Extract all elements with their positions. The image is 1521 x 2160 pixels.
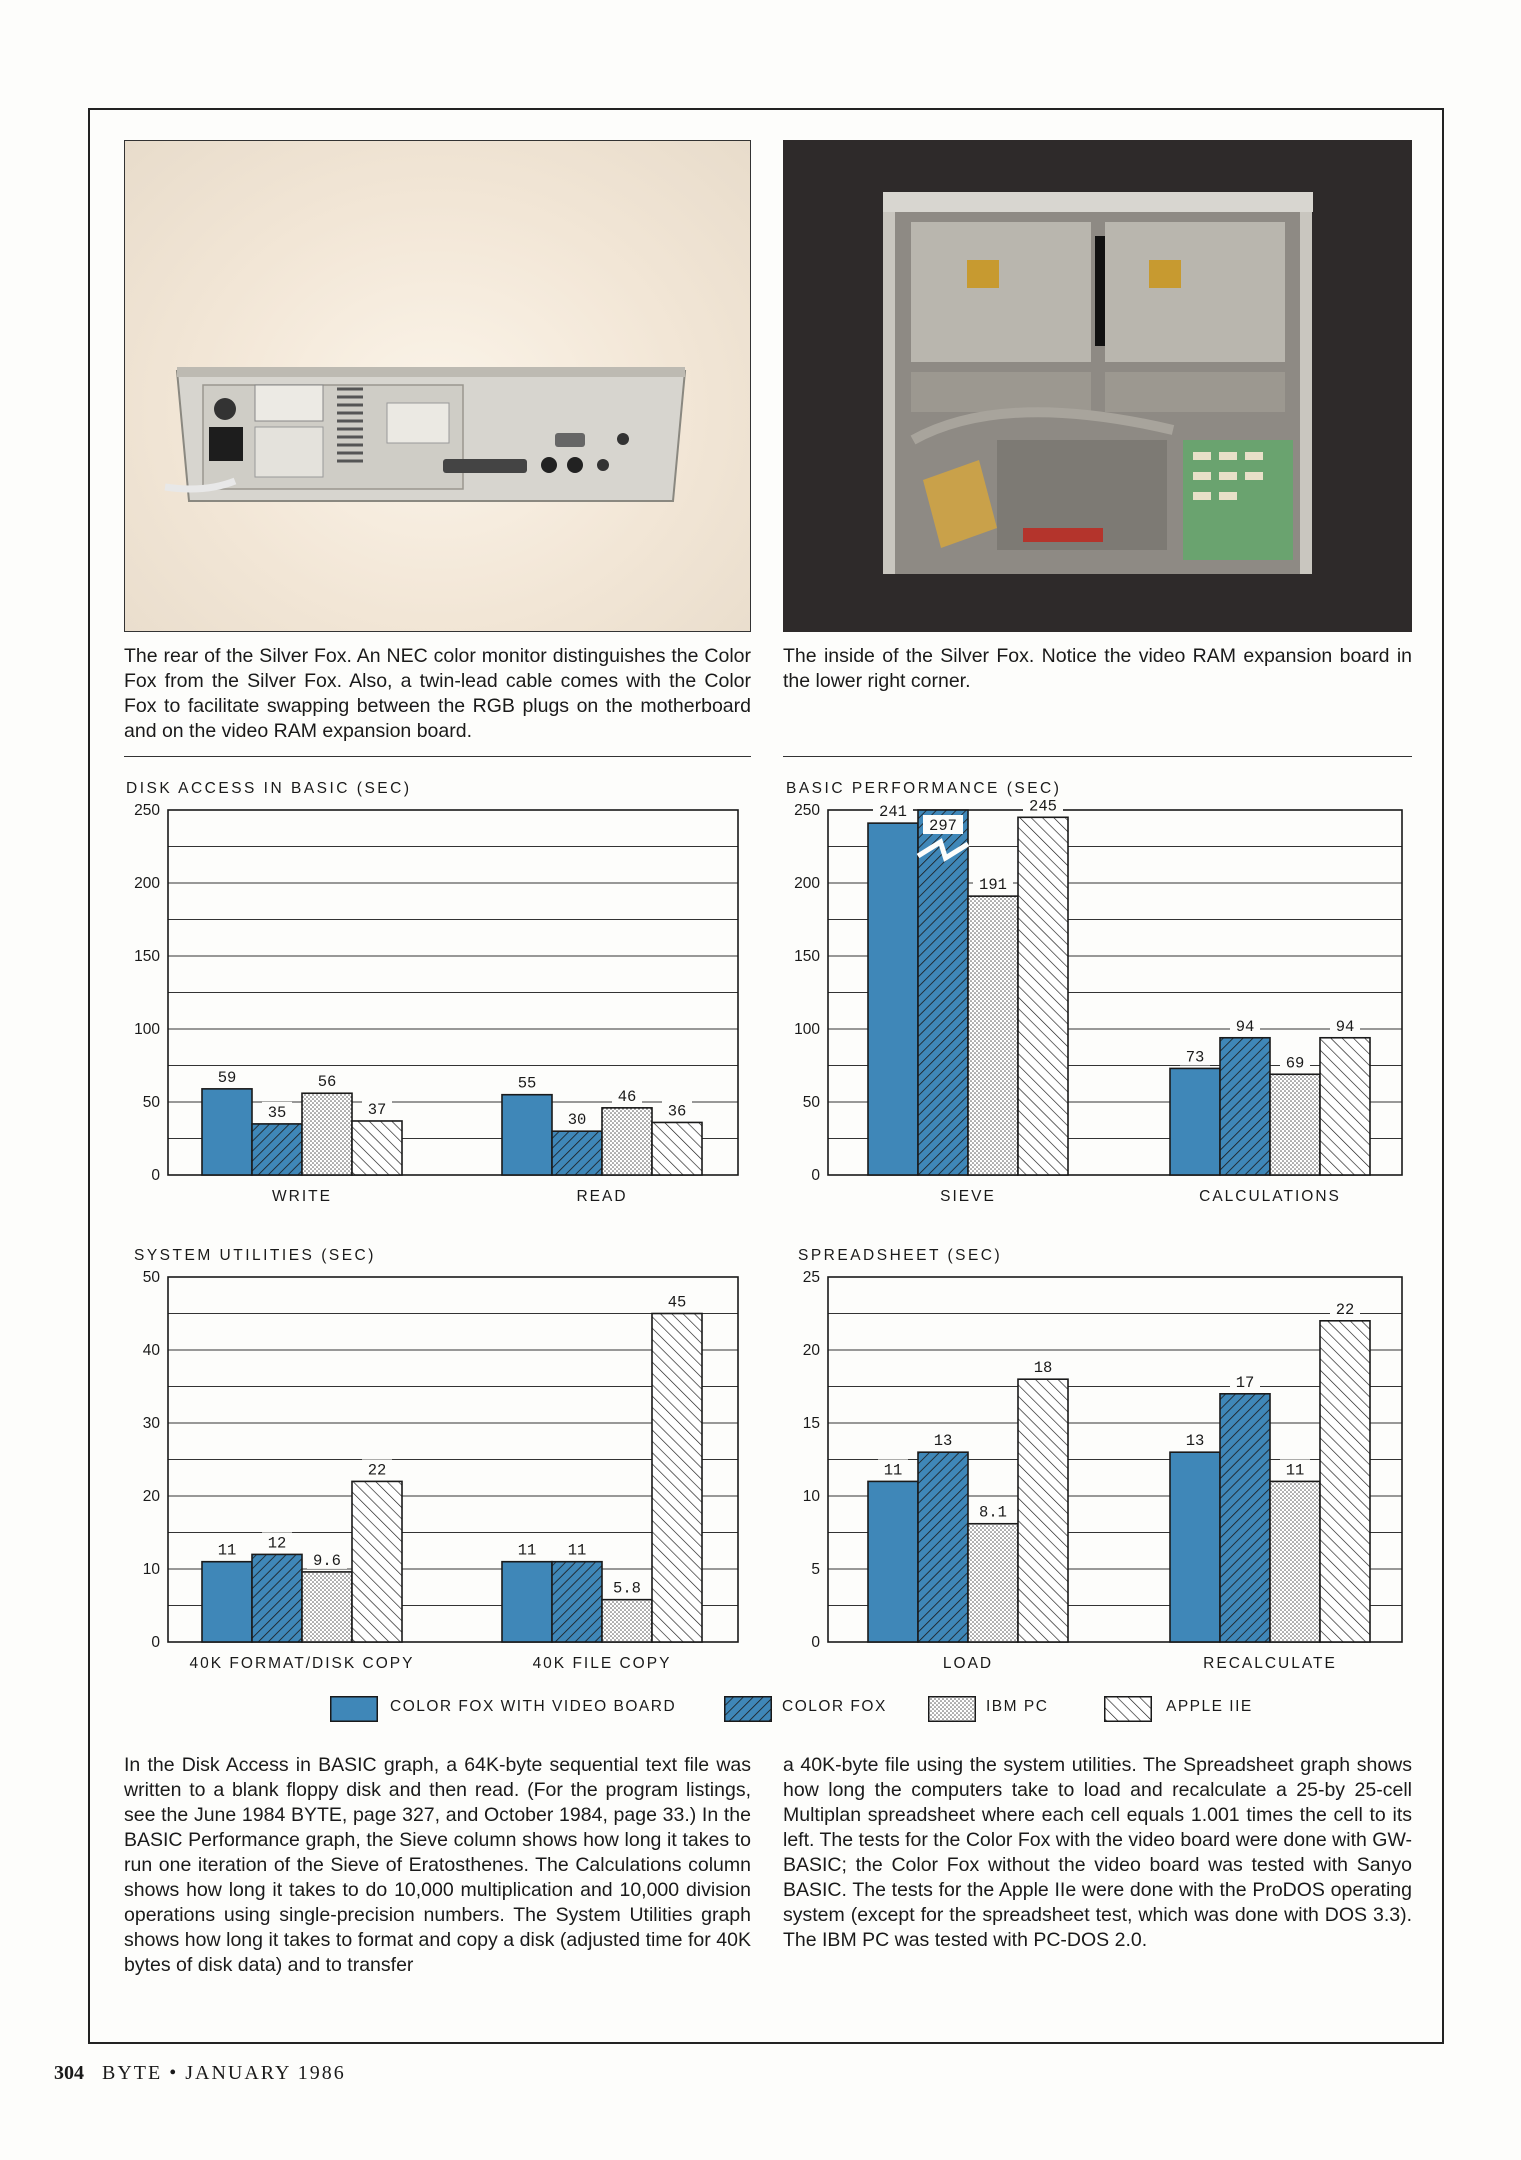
chart-legend	[0, 1696, 1521, 1726]
photo-rear-panel	[124, 140, 751, 632]
data-label: 12	[267, 1534, 287, 1553]
data-label: 36	[667, 1102, 687, 1121]
chart-title: SYSTEM UTILITIES (SEC)	[134, 1247, 376, 1264]
bar-fox_video	[202, 1089, 252, 1175]
bar-ibm	[302, 1093, 352, 1175]
magazine-name: BYTE	[102, 2062, 163, 2084]
bar-fox	[552, 1562, 602, 1642]
y-tick-label: 100	[134, 1021, 160, 1038]
y-tick-label: 10	[802, 1488, 820, 1505]
y-tick-label: 20	[802, 1342, 820, 1359]
data-label: 59	[217, 1068, 237, 1087]
chart-plot	[778, 780, 1418, 1210]
page-number: 304	[54, 2062, 84, 2084]
bar-fox	[1220, 1038, 1270, 1175]
category-label: SIEVE	[940, 1188, 996, 1205]
bar-ibm	[602, 1600, 652, 1642]
category-label: RECALCULATE	[1203, 1655, 1337, 1672]
data-label: 37	[367, 1100, 387, 1119]
bar-fox	[252, 1554, 302, 1642]
data-label: 9.6	[313, 1551, 341, 1570]
bar-apple	[1018, 1379, 1068, 1642]
bar-ibm	[302, 1572, 352, 1642]
data-label: 30	[567, 1111, 587, 1130]
chart-system-utilities	[118, 1247, 754, 1677]
bar-fox_video	[1170, 1068, 1220, 1175]
data-label: 11	[517, 1541, 537, 1560]
y-tick-label: 0	[811, 1167, 820, 1184]
bar-ibm	[1270, 1481, 1320, 1642]
y-tick-label: 50	[142, 1094, 160, 1111]
data-label: 35	[267, 1103, 287, 1122]
y-tick-label: 150	[134, 948, 160, 965]
y-tick-label: 200	[794, 875, 820, 892]
y-tick-label: 10	[142, 1561, 160, 1578]
bar-fox_video	[502, 1562, 552, 1642]
category-label: CALCULATIONS	[1199, 1188, 1341, 1205]
data-label: 73	[1185, 1048, 1205, 1067]
y-tick-label: 30	[142, 1415, 160, 1432]
bar-apple	[352, 1121, 402, 1175]
data-label: 17	[1235, 1373, 1255, 1392]
data-label: 8.1	[979, 1503, 1007, 1522]
data-label: 241	[879, 803, 907, 822]
bar-ibm	[968, 1524, 1018, 1642]
chart-plot	[118, 780, 754, 1210]
data-label: 55	[517, 1074, 537, 1093]
legend-swatch-ibm-pc	[928, 1696, 976, 1722]
bar-apple	[1320, 1321, 1370, 1642]
y-tick-label: 100	[794, 1021, 820, 1038]
body-text-right: a 40K-byte file using the system utilities. The Spreadsheet graph shows how long the computers take to load and recalculate a 25-by 25-cell Multiplan spreadsheet where each cell equals 1.001 times the cell to its left. The tests for the Color Fox with the video board were done with GW-BASIC; the Color Fox without the video board was tested with Sanyo BASIC. The tests for the Apple IIe were done with the ProDOS operating system (except for the spreadsheet test, which was done with DOS 3.3). The IBM PC was tested with PC-DOS 2.0.	[783, 1754, 1412, 1951]
bar-apple	[1018, 817, 1068, 1175]
data-label: 191	[979, 876, 1007, 895]
legend-label-apple-iie: APPLE IIE	[1166, 1698, 1253, 1715]
y-tick-label: 40	[142, 1342, 160, 1359]
y-tick-label: 20	[142, 1488, 160, 1505]
inside-view-illustration	[783, 140, 1412, 632]
legend-swatch-color-fox-video	[330, 1696, 378, 1722]
bar-ibm	[968, 896, 1018, 1175]
photo-caption-right: The inside of the Silver Fox. Notice the video RAM expansion board in the lower right corner.	[783, 645, 1412, 692]
section-divider-left	[124, 756, 751, 757]
category-label: READ	[576, 1188, 628, 1205]
data-label: 45	[667, 1293, 687, 1312]
data-label: 94	[1235, 1017, 1255, 1036]
bar-fox_video	[868, 823, 918, 1175]
legend-label-ibm-pc: IBM PC	[986, 1698, 1049, 1715]
legend-swatch-color-fox	[724, 1696, 772, 1722]
y-tick-label: 200	[134, 875, 160, 892]
y-tick-label: 250	[794, 802, 820, 819]
bar-fox	[252, 1124, 302, 1175]
body-text-left: In the Disk Access in BASIC graph, a 64K-byte sequential text file was written to a blank floppy disk and then read. (For the program listings, see the June 1984 BYTE, page 327, and October 1984, page 33.) In the BASIC Performance graph, the Sieve column shows how long it takes to run one iteration of the Sieve of Eratosthenes. The Calculations column shows how long it takes to do 10,000 multiplication and 10,000 division operations using single-precision numbers. The System Utilities graph shows how long it takes to format and copy a disk (adjusted time for 40K bytes of disk data) and to transfer	[124, 1754, 751, 1976]
bar-ibm	[602, 1108, 652, 1175]
chart-plot	[118, 1247, 754, 1677]
y-tick-label: 250	[134, 802, 160, 819]
chart-disk-access	[118, 780, 754, 1210]
data-label: 11	[567, 1541, 587, 1560]
bar-apple	[352, 1481, 402, 1642]
chart-title: BASIC PERFORMANCE (SEC)	[786, 780, 1062, 797]
category-label: LOAD	[942, 1655, 994, 1672]
bar-apple	[1320, 1038, 1370, 1175]
data-label: 5.8	[613, 1579, 641, 1598]
y-tick-label: 0	[151, 1167, 160, 1184]
y-tick-label: 0	[811, 1634, 820, 1651]
chart-basic-performance	[778, 780, 1418, 1210]
data-label: 11	[217, 1541, 237, 1560]
bar-fox	[918, 1452, 968, 1642]
y-tick-label: 5	[811, 1561, 820, 1578]
photo-inside-view	[783, 140, 1412, 632]
legend-swatch-apple-iie	[1104, 1696, 1152, 1722]
bar-fox	[1220, 1394, 1270, 1642]
rear-panel-illustration	[125, 141, 749, 630]
data-label: 13	[933, 1432, 953, 1451]
category-label: 40K FILE COPY	[532, 1655, 672, 1672]
chart-title: SPREADSHEET (SEC)	[798, 1247, 1003, 1264]
data-label: 13	[1185, 1432, 1205, 1451]
issue-date: JANUARY 1986	[185, 2062, 346, 2084]
data-label: 22	[1335, 1300, 1355, 1319]
category-label: 40K FORMAT/DISK COPY	[189, 1655, 415, 1672]
bar-fox_video	[868, 1481, 918, 1642]
bar-ibm	[1270, 1074, 1320, 1175]
legend-label-color-fox-video: COLOR FOX WITH VIDEO BOARD	[390, 1698, 677, 1715]
data-label: 94	[1335, 1017, 1355, 1036]
data-label: 22	[367, 1461, 387, 1480]
y-tick-label: 25	[802, 1269, 820, 1286]
y-tick-label: 15	[802, 1415, 820, 1432]
photo-caption-left: The rear of the Silver Fox. An NEC color monitor distinguishes the Color Fox from the Silver Fox. Also, a twin-lead cable comes with the Color Fox to facilitate swapping between the RGB plugs on the motherboard and on the video RAM expansion board.	[124, 645, 751, 742]
chart-spreadsheet	[778, 1247, 1418, 1677]
y-tick-label: 0	[151, 1634, 160, 1651]
bar-fox	[918, 810, 968, 1175]
chart-plot	[778, 1247, 1418, 1677]
legend-label-color-fox: COLOR FOX	[782, 1698, 887, 1715]
data-label: 18	[1033, 1359, 1053, 1378]
bar-fox	[552, 1131, 602, 1175]
footer-separator: •	[169, 2062, 179, 2084]
y-tick-label: 50	[802, 1094, 820, 1111]
data-label: 11	[1285, 1461, 1305, 1480]
bar-apple	[652, 1122, 702, 1175]
section-divider-right	[783, 756, 1412, 757]
data-label: 56	[317, 1073, 337, 1092]
chart-title: DISK ACCESS IN BASIC (SEC)	[126, 780, 412, 797]
category-label: WRITE	[272, 1188, 332, 1205]
data-label: 245	[1029, 797, 1057, 816]
bar-fox_video	[502, 1095, 552, 1175]
data-label: 11	[883, 1461, 903, 1480]
data-label: 297	[929, 817, 957, 835]
bar-apple	[652, 1314, 702, 1643]
data-label: 46	[617, 1087, 637, 1106]
y-tick-label: 150	[794, 948, 820, 965]
bar-fox_video	[1170, 1452, 1220, 1642]
data-label: 69	[1285, 1054, 1305, 1073]
bar-fox_video	[202, 1562, 252, 1642]
y-tick-label: 50	[142, 1269, 160, 1286]
page-footer	[54, 2062, 346, 2085]
